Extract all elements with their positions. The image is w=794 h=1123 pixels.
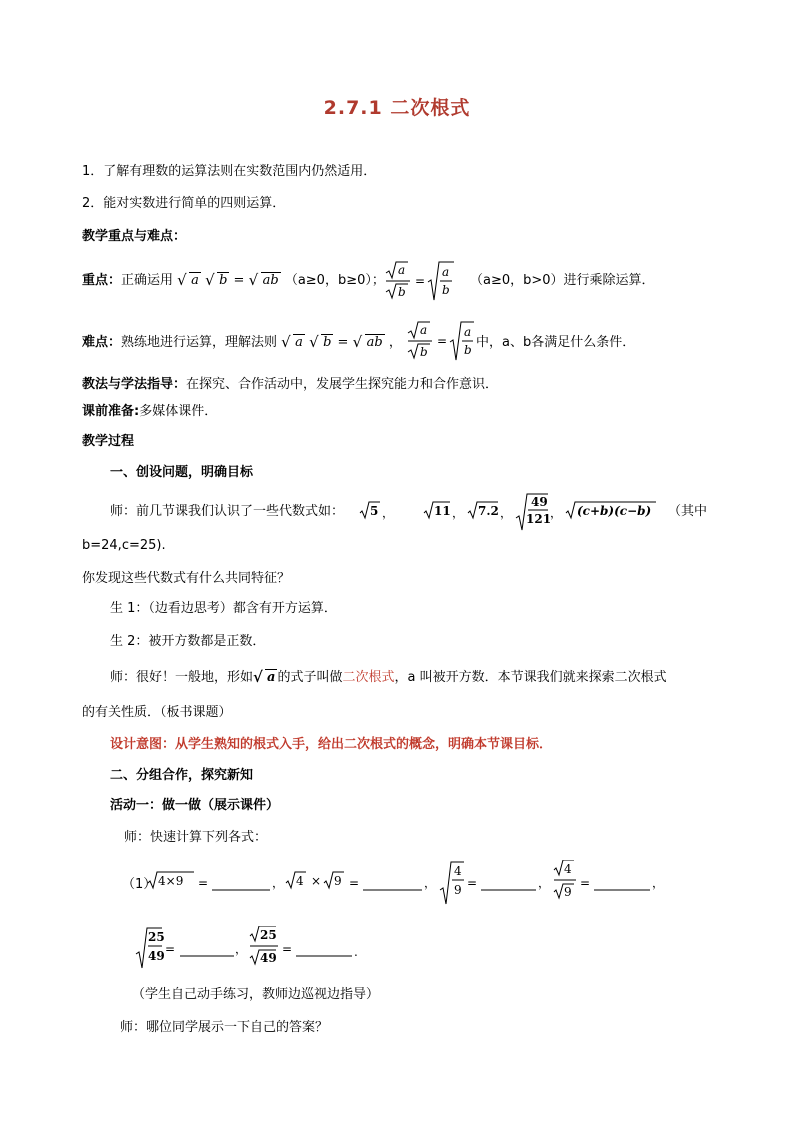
question1: 你发现这些代数式有什么共同特征？ [82, 571, 291, 586]
svg-text:，: ， [382, 506, 395, 520]
student2: 生 2：被开方数都是正数． [110, 634, 266, 649]
radical-examples [358, 490, 668, 532]
svg-text:b: b [442, 283, 450, 297]
exercise-row-1 [146, 860, 666, 908]
svg-text:11: 11 [434, 504, 451, 518]
formula-product-rule: √ a √ b = √ ab [177, 273, 281, 288]
teacher2-line [110, 669, 667, 687]
svg-text:b: b [420, 345, 428, 359]
svg-text:.: . [354, 945, 358, 959]
section2-heading: 二、分组合作，探究新知 [110, 768, 254, 783]
design-intent [110, 736, 552, 754]
method-label: 教法与学法指导： [82, 377, 187, 392]
difficult-point-label: 难点： [82, 335, 122, 350]
svg-text:，: ， [550, 506, 563, 520]
prep-line [82, 403, 217, 421]
svg-text:，: ， [452, 506, 465, 520]
teacher2-line2: 的有关性质．（板书课题） [82, 705, 232, 720]
process-heading: 教学过程 [82, 434, 135, 449]
difficult-point-after: 中，a、b各满足什么条件． [476, 335, 636, 350]
svg-text:=: = [437, 334, 448, 348]
teacher2-c: ，a 叫被开方数．本节课我们就来探索二次根式 [394, 670, 667, 685]
student1: 生 1：（边看边思考）都含有开方运算． [110, 601, 337, 616]
formula-product-rule-2: √ a √ b = √ ab [281, 335, 385, 350]
key-point-condition-2: （a≥0，b>0）进行乘除运算． [470, 273, 655, 288]
key-point-condition-1: （a≥0，b≥0）； [284, 273, 385, 288]
svg-text:9: 9 [564, 885, 572, 899]
section1-heading: 一、创设问题，明确目标 [110, 465, 254, 480]
svg-text:49: 49 [148, 949, 165, 963]
svg-text:4×9: 4×9 [158, 874, 184, 888]
svg-text:=: = [580, 876, 591, 890]
svg-text:=: = [198, 876, 209, 890]
method-line [82, 376, 498, 394]
svg-text:25: 25 [148, 930, 165, 944]
svg-text:(c+b)(c−b): (c+b)(c−b) [577, 504, 652, 518]
teacher4: 师：哪位同学展示一下自己的答案？ [120, 1020, 329, 1035]
formula-quotient-rule [384, 260, 468, 302]
svg-text:b: b [398, 285, 406, 299]
svg-text:4: 4 [564, 862, 572, 876]
svg-text:5: 5 [370, 504, 379, 518]
difficult-point-line: 难点：熟练地进行运算，理解法则 √ a √ b = √ ab ， [82, 334, 402, 352]
svg-text:9: 9 [334, 874, 342, 888]
design-intent-text: 从学生熟知的根式入手，给出二次根式的概念，明确本节课目标． [175, 737, 553, 752]
svg-text:121: 121 [526, 512, 552, 526]
svg-text:a: a [398, 263, 406, 277]
practice-note: （学生自己动手练习，教师边巡视边指导） [132, 987, 380, 1002]
objective-1: 1．了解有理数的运算法则在实数范围内仍然适用． [82, 164, 377, 179]
prep-label: 课前准备: [82, 404, 140, 419]
objective-2: 2．能对实数进行简单的四则运算． [82, 196, 286, 211]
svg-text:a: a [464, 325, 472, 339]
radical-a: √ a [253, 670, 277, 685]
highlight-term: 二次根式 [342, 670, 395, 685]
svg-text:49: 49 [260, 951, 277, 965]
exercise-prefix: （1） [122, 877, 157, 892]
svg-text:=: = [349, 876, 360, 890]
svg-text:49: 49 [531, 495, 548, 509]
svg-text:，: ， [538, 876, 551, 890]
teacher2-b: 的式子叫做 [277, 670, 343, 685]
teacher1-suffix: （其中 [668, 504, 708, 519]
svg-text:b: b [464, 343, 472, 357]
svg-text:a: a [442, 265, 450, 279]
teacher2-a: 师：很好！一般地，形如 [110, 670, 254, 685]
svg-text:4: 4 [296, 874, 304, 888]
formula-quotient-rule-2 [406, 320, 476, 364]
exercise-row-2 [134, 926, 374, 970]
svg-text:，: ， [424, 876, 437, 890]
svg-text:，: ， [652, 876, 665, 890]
method-text: 在探究、合作活动中，发展学生探究能力和合作意识． [186, 377, 499, 392]
svg-text:=: = [415, 274, 426, 288]
svg-text:=: = [467, 876, 478, 890]
teacher1-line2: b=24,c=25). [82, 538, 166, 553]
activity1: 活动一：做一做（展示课件） [110, 798, 280, 813]
difficult-point-text: 熟练地进行运算，理解法则 [121, 335, 278, 350]
key-point-line [82, 272, 385, 290]
svg-text:，: ， [272, 876, 285, 890]
teacher1-prefix: 师：前几节课我们认识了一些代数式如： [110, 504, 345, 519]
design-intent-label: 设计意图： [110, 737, 176, 752]
svg-text:=: = [282, 942, 293, 956]
svg-text:=: = [165, 942, 176, 956]
page-title: 2.7.1 二次根式 [323, 97, 471, 119]
key-difficult-heading: 教学重点与难点： [82, 229, 187, 244]
svg-text:25: 25 [260, 928, 277, 942]
svg-text:7.2: 7.2 [478, 504, 499, 518]
svg-text:4: 4 [454, 864, 462, 878]
key-point-label: 重点： [82, 273, 122, 288]
teacher3: 师：快速计算下列各式： [124, 830, 268, 845]
svg-text:，: ， [500, 506, 513, 520]
svg-text:，: ， [235, 942, 248, 956]
svg-text:9: 9 [454, 883, 462, 897]
svg-text:×: × [311, 874, 322, 888]
svg-text:a: a [420, 323, 428, 337]
key-point-text: 正确运用 [121, 273, 174, 288]
prep-text: 多媒体课件． [139, 404, 218, 419]
